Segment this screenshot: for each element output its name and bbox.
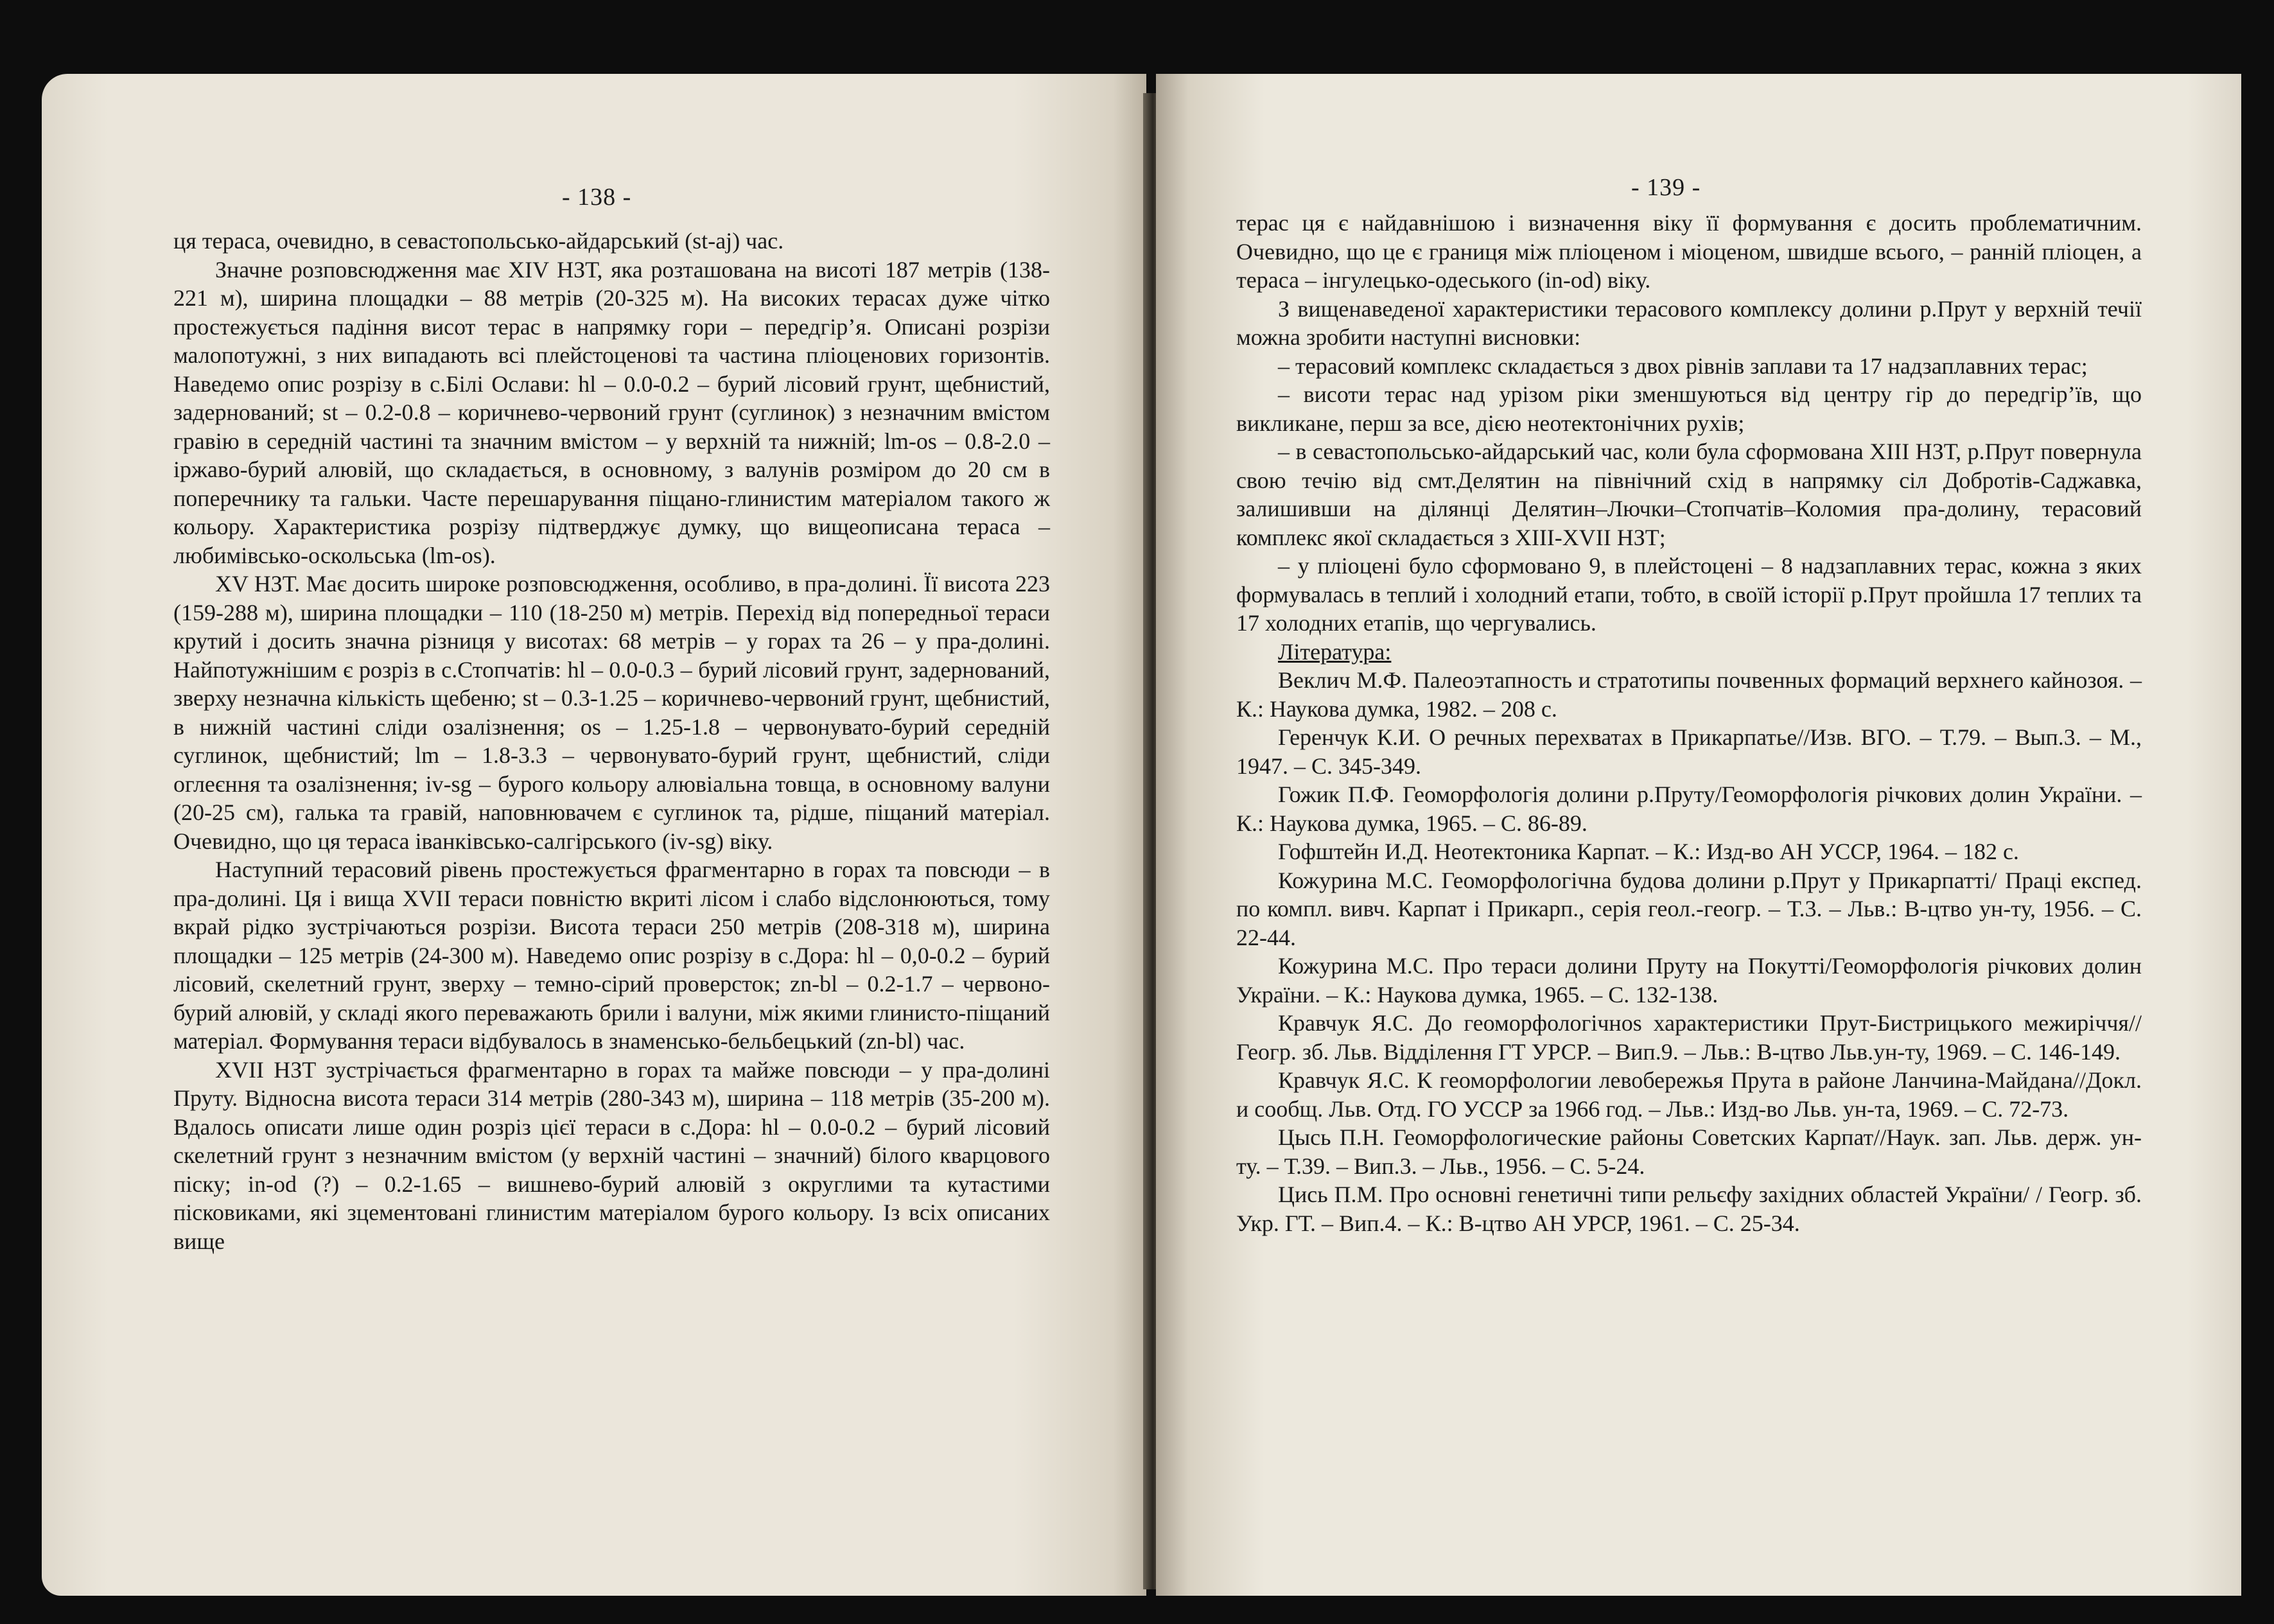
reference-item: Гожик П.Ф. Геоморфологія долини р.Пруту/Геоморфологія річкових долин України. – К.: Наукова думка, 1965. – С. 86-89. xyxy=(1236,781,2142,836)
reference-item: Гофштейн И.Д. Неотектоника Карпат. – К.: Изд-во АН УССР, 1964. – 182 с. xyxy=(1278,839,2019,864)
paragraph: З вищенаведеної характеристики терасового комплексу долини р.Прут у верхній течії можна зробити наступні висновки: xyxy=(1236,295,2142,350)
literature-heading: Література: xyxy=(1278,638,1392,665)
paragraph: терас ця є найдавнішою і визначення віку її формування є досить проблематичним. Очевидно, що це є границя між пліоценом і міоценом, швидше всього, – ранній пліоцен, а тераса – інгулецько-одеського (in-od) віку. xyxy=(1236,210,2142,293)
reference-item: Цысь П.Н. Геоморфологические районы Советских Карпат//Наук. зап. Льв. держ. ун-ту. – Т.39. – Вип.3. – Льв., 1956. – С. 5-24. xyxy=(1236,1124,2142,1179)
reference-item: Цись П.М. Про основні генетичні типи рельєфу західних областей України/ / Геогр. зб. Укр. ГТ. – Вип.4. – К.: В-цтво АН УРСР, 1961. – С. 25-34. xyxy=(1236,1182,2142,1236)
paragraph: Наступний терасовий рівень простежується фрагментарно в горах та повсюди – в пра-долині. Ця і вища XVII тераси повністю вкриті лісом і слабо відслонюються, тому вкрай рідко зустрічаються розрізи. Висота тераси 250 метрів (208-318 м), ширина площадки – 125 метрів (24-300 м). Наведемо опис розрізу в с.Дора: hl – 0,0-0.2 – бурий лісовий, скелетний грунт, зверху – темно-сірий проверсток; zn-bl – 0.2-1.7 – червоно-бурий алювій, у складі якого переважають брили і валуни, між якими глинисто-піщаний матеріал. Формування тераси відбувалось в знаменсько-бельбецький (zn-bl) час. xyxy=(173,857,1050,1054)
open-book xyxy=(35,74,2238,1596)
paragraph: Значне розповсюдження має XIV НЗТ, яка розташована на висоті 187 метрів (138-221 м), ширина площадки – 88 метрів (20-325 м). На високих терасах дуже чітко простежується падіння висот терас в напрямку гори – передгір’я. Описані розрізи малопотужні, з них випадають всі плейстоценові та частина пліоценових горизонтів. Наведемо опис розрізу в с.Білі Ослави: hl – 0.0-0.2 – бурий лісовий грунт, щебнистий, задернований; st – 0.2-0.8 – коричнево-червоний грунт (суглинок) з незначним вмістом гравію в середній частині та значним вмістом – у верхній та нижній; lm-os – 0.8-2.0 – іржаво-бурий алювій, що складається, в основному, з валунів розміром до 20 см в поперечнику та гальки. Часте перешарування піщано-глинистим матеріалом такого ж кольору. Характеристика розрізу підтверджує думку, що вищеописана тераса – любимівсько-оскольська (lm-os). xyxy=(173,256,1050,568)
right-page-text xyxy=(1236,209,2142,1237)
conclusion-item: – терасовий комплекс складається з двох рівнів заплави та 17 надзаплавних терас; xyxy=(1278,353,2088,379)
conclusion-item: – у пліоцені було сформовано 9, в плейстоцені – 8 надзаплавних терас, кожна з яких формувалась в теплий і холодний етапи, тобто, в своїй історії р.Прут пройшла 17 теплих та 17 холодних етапів, що чергувались. xyxy=(1236,553,2142,636)
reference-item: Кравчук Я.С. До геоморфологічноs характеристики Прут-Бистрицького межиріччя//Геогр. зб. Льв. Відділення ГТ УРСР. – Вип.9. – Льв.: В-цтво Льв.ун-ту, 1969. – С. 146-149. xyxy=(1236,1010,2142,1065)
conclusion-item: – в севастопольсько-айдарський час, коли була сформована XIII НЗТ, р.Прут повернула свою течію від смт.Делятин на північний схід в напрямку сіл Добротів-Саджавка, залишивши на ділянці Делятин–Лючки–Стопчатів–Коломия пра-долину, терасовий комплекс якої складається з XIII-XVII НЗТ; xyxy=(1236,439,2142,550)
page-number: - 138 - xyxy=(562,184,632,211)
left-page xyxy=(42,74,1146,1596)
reference-item: Кожурина М.С. Геоморфологічна будова долини р.Прут у Прикарпатті/ Праці експед. по компл. вивч. Карпат і Прикарп., серія геол.-геогр. – Т.3. – Льв.: В-цтво ун-ту, 1956. – С. 22-44. xyxy=(1236,867,2142,950)
right-page xyxy=(1156,74,2241,1596)
paragraph: ця тераса, очевидно, в севастопольсько-айдарський (st-aj) час. xyxy=(173,228,784,254)
reference-item: Кравчук Я.С. К геоморфологии левобережья Прута в районе Ланчина-Майдана//Докл. и сообщ. Льв. Отд. ГО УССР за 1966 год. – Льв.: Изд-во Льв. ун-та, 1969. – С. 72-73. xyxy=(1236,1067,2142,1122)
left-page-text xyxy=(173,227,1050,1255)
paragraph: XVII НЗТ зустрічається фрагментарно в горах та майже повсюди – у пра-долині Пруту. Відносна висота тераси 314 метрів (280-343 м), ширина – 118 метрів (35-200 м). Вдалось описати лише один розріз цієї тераси в с.Дора: hl – 0.0-0.2 – бурий лісовий скелетний грунт з незначним вмістом (у верхній частині – значний) білого кварцового піску; in-od (?) – 0.2-1.65 – вишнево-бурий алювій з округлими та кутастими пісковиками, які зцементовані глинистим матеріалом бурого кольору. Із всіх описаних вище xyxy=(173,1056,1050,1254)
conclusion-item: – висоти терас над урізом ріки зменшуються від центру гір до передгір’їв, що викликане, перш за все, дією неотектонічних рухів; xyxy=(1236,381,2142,436)
page-number: - 139 - xyxy=(1631,174,1701,201)
reference-item: Кожурина М.С. Про тераси долини Пруту на Покутті/Геоморфологія річкових долин України. – К.: Наукова думка, 1965. – С. 132-138. xyxy=(1236,953,2142,1008)
reference-item: Геренчук К.И. О речных перехватах в Прикарпатье//Изв. ВГО. – Т.79. – Вып.3. – М., 1947. – С. 345-349. xyxy=(1236,724,2142,779)
paragraph: XV НЗТ. Має досить широке розповсюдження, особливо, в пра-долині. Її висота 223 (159-288 м), ширина площадки – 110 (18-250 м) метрів. Перехід від попередньої тераси крутий і досить значна різниця у висотах: 68 метрів – у горах та 26 – у пра-долині. Найпотужнішим є розріз в с.Стопчатів: hl – 0.0-0.3 – бурий лісовий грунт, задернований, зверху незначна кількість щебеню; st – 0.3-1.25 – коричнево-червоний грунт, щебнистий, в нижній частині сліди озалізнення; os – 1.25-1.8 – червонувато-бурий середній суглинок, щебнистий; lm – 1.8-3.3 – червонувато-бурий грунт, щебнистий, сліди оглеєння та озалізнення; iv-sg – бурого кольору алювіальна товща, в основному валуни (20-25 см), галька та гравій, наповнювачем є суглинок та, рідше, піщаний матеріал. Очевидно, що ця тераса іванківсько-салгірського (iv-sg) віку. xyxy=(173,571,1050,854)
reference-item: Веклич М.Ф. Палеоэтапность и стратотипы почвенных формаций верхнего кайнозоя. – К.: Наукова думка, 1982. – 208 с. xyxy=(1236,667,2142,722)
